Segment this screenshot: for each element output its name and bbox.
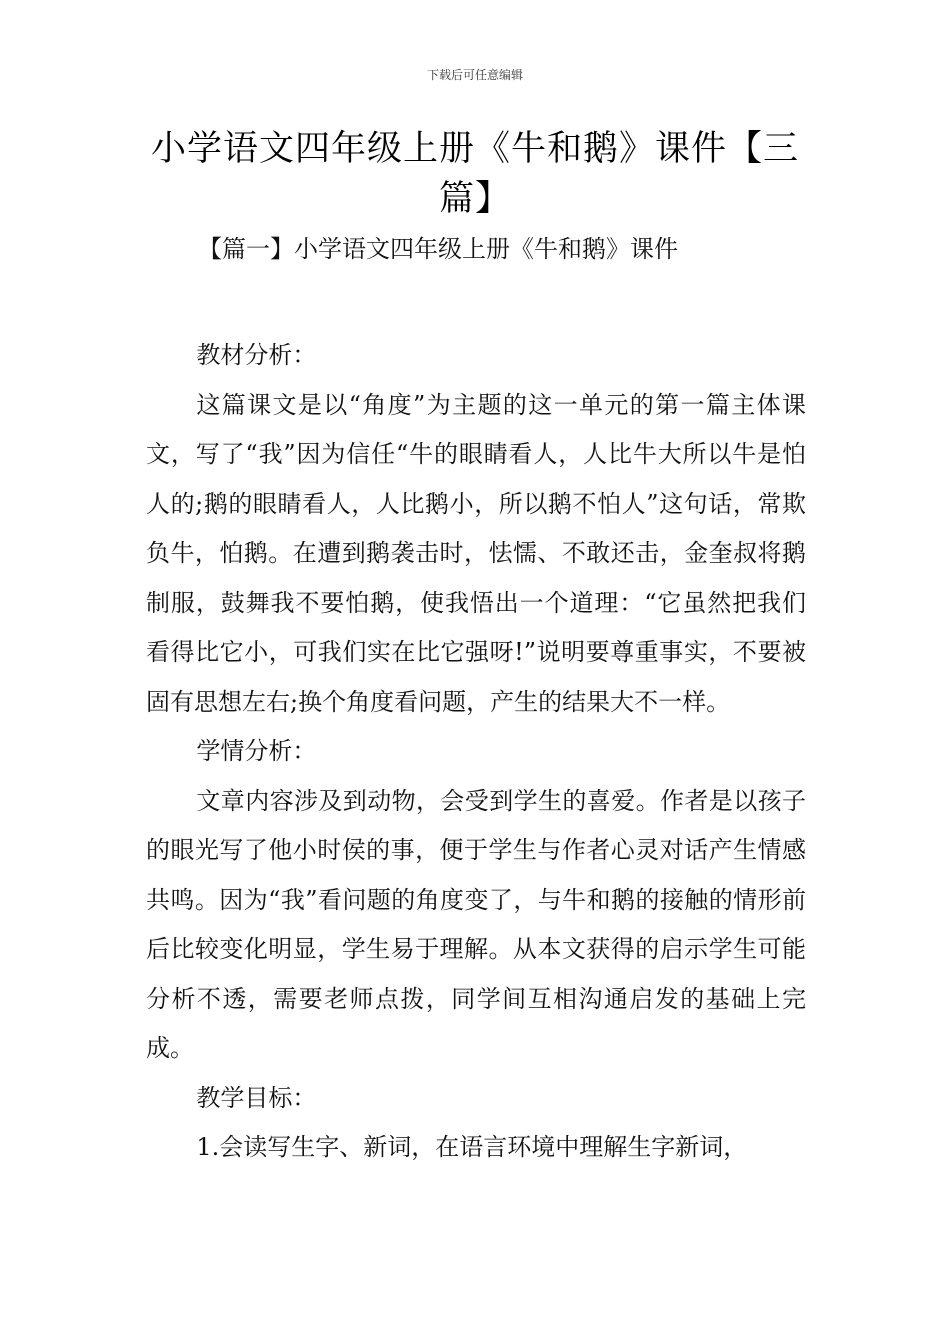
paragraph-textbook-analysis: 这篇课文是以“角度”为主题的这一单元的第一篇主体课文，写了“我”因为信任“牛的眼睛看人，人比牛大所以牛是怕人的;鹅的眼睛看人，人比鹅小，所以鹅不怕人”这句话，常欺负牛，怕鹅。在遭到鹅袭击时，怯懦、不敢还击，金奎叔将鹅制服，鼓舞我不要怕鹅，使我悟出一个道理：“它虽然把我们看得比它小，可我们实在比它强呀!”说明要尊重事实，不要被固有思想左右;换个角度看问题，产生的结果大不一样。 [146, 390, 806, 716]
document-title: 小学语文四年级上册《牛和鹅》课件【三篇】 [150, 129, 799, 219]
paragraph-student-analysis: 文章内容涉及到动物，会受到学生的喜爱。作者是以孩子的眼光写了他小时侯的事，便于学生与作者心灵对话产生情感共鸣。因为“我”看问题的角度变了，与牛和鹅的接触的情形前后比较变化明显，学生易于理解。从本文获得的启示学生可能分析不透，需要老师点拨，同学间互相沟通启发的基础上完成。 [146, 786, 806, 1062]
section-heading: 【篇一】小学语文四年级上册《牛和鹅》课件 [198, 235, 678, 263]
paragraph-student-analysis-label: 学情分析： [196, 737, 317, 765]
paragraph-teaching-goals-label: 教学目标： [196, 1083, 317, 1112]
header-note: 下载后可任意编辑 [426, 68, 523, 82]
paragraph-teaching-goal-1: 1.会读写生字、新词，在语言环境中理解生字新词， [196, 1133, 748, 1161]
paragraph-textbook-analysis-label: 教材分析： [196, 341, 317, 369]
body-text [146, 331, 806, 1173]
